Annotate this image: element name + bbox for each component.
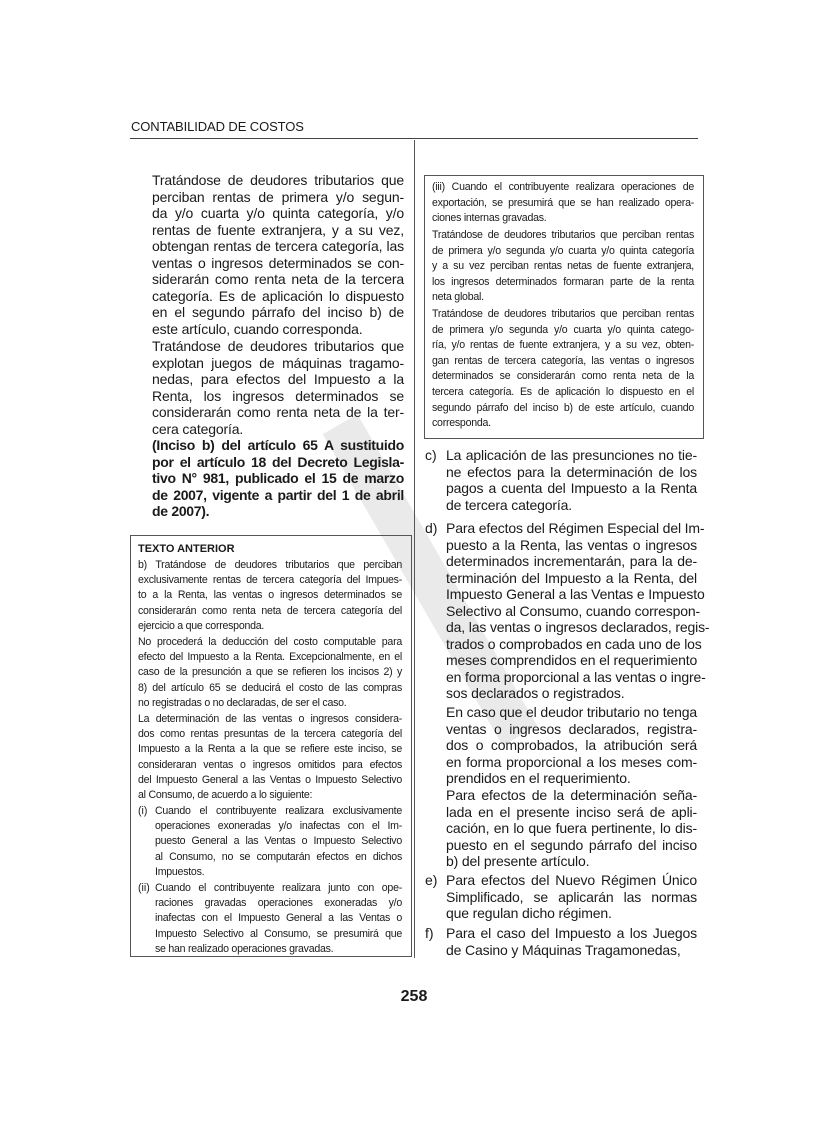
text-line: ventas o ingresos determinados se con-: [152, 254, 404, 271]
text-line: Tratándose de deudores tributarios que perciban rentas: [432, 229, 694, 241]
text-line: b) Tratándose de deudores tributarios que perciban: [138, 559, 402, 571]
text-line: determinados incrementarán, para la de-: [446, 553, 697, 569]
text-line: exclusivamente rentas de tercera categoría del Impues-: [138, 574, 402, 587]
text-line: da, las ventas o ingresos declarados, regis-: [446, 619, 710, 635]
text-line: de Casino y Máquinas Tragamonedas,: [446, 941, 681, 958]
box-paragraph-5: [432, 307, 694, 432]
item-f-label: f): [425, 925, 434, 941]
text-line: de 2007).: [152, 503, 210, 519]
running-header: CONTABILIDAD DE COSTOS: [131, 119, 304, 134]
box-paragraph-4: [432, 228, 694, 306]
page-number: 258: [400, 988, 428, 1005]
text-line: to a la Renta, las ventas o ingresos determinados se: [138, 589, 402, 602]
text-line: Tratándose de deudores tributarios que: [152, 172, 404, 188]
text-line: ne efectos para la determinación de los: [446, 463, 697, 480]
text-line: Impuesto General a las Ventas e Impuesto: [446, 586, 705, 602]
text-line: exportación, se presumirá que se han realizado opera-: [432, 196, 694, 209]
text-line: lada en el presente inciso será de apli-: [446, 803, 697, 820]
text-line: Impuestos.: [155, 865, 205, 878]
left-paragraph-1: [152, 172, 404, 337]
text-line: ría, y/o rentas de fuente extranjera, y a su vez, obten-: [432, 339, 694, 352]
text-line: En caso que el deudor tributario no tenga: [446, 704, 697, 720]
item-d-paragraph-2: [446, 704, 697, 787]
text-line: efecto del Impuesto a la Renta. Excepcionalmente, en el: [138, 651, 402, 664]
text-line: este artículo, cuando corresponda.: [152, 320, 363, 337]
text-line: siderarán como renta neta de la tercera: [152, 271, 404, 287]
text-line: raciones gravadas operaciones exoneradas y/o: [155, 897, 402, 910]
previous-text-title: TEXTO ANTERIOR: [138, 543, 235, 555]
item-ii-label: (ii): [138, 882, 150, 894]
header-rule: [130, 138, 698, 139]
text-line: en forma proporcional a las ventas o ingre-: [446, 668, 706, 685]
text-line: operaciones exoneradas y/o inafectas con el Im-: [155, 820, 402, 833]
text-line: consideraran ventas o ingresos omitidos para efectos: [138, 758, 402, 771]
text-line: 8) del artículo 65 se deducirá el costo de las compras: [138, 681, 402, 694]
text-line: ventas o ingresos declarados, registra-: [446, 720, 697, 737]
text-line: de primera y/o segunda y/o cuarta y/o quinta catego-: [432, 323, 694, 336]
text-line: Impuesto a la Renta a la que se refiere este inciso, se: [138, 743, 402, 756]
box-paragraph-1: [138, 558, 402, 634]
box-item-ii: [155, 881, 402, 957]
text-line: Cuando el contribuyente realizara exclusivamente: [155, 805, 402, 817]
text-line: trados o comprobados en cada uno de los: [446, 635, 702, 652]
text-line: Para efectos del Régimen Especial del Im-: [446, 520, 705, 536]
text-line: rentas de fuente extranjera, y a su vez,: [152, 221, 404, 238]
text-line: y a su vez perciban rentas netas de fuente extranjera,: [432, 260, 694, 273]
text-line: sos declarados o registrados.: [446, 685, 625, 701]
text-line: en forma proporcional a los meses com-: [446, 753, 697, 770]
text-line: caso de la presunción a que se refieren los incisos 2) y: [138, 666, 402, 679]
text-line: determinados se considerarán como renta neta de la: [432, 370, 694, 383]
box-paragraph-3: [138, 712, 402, 803]
text-line: explotan juegos de máquinas tragamo-: [152, 354, 404, 371]
text-line: de 2007, vigente a partir del 1 de abril: [152, 486, 404, 503]
text-line: Para efectos de la determinación seña-: [446, 787, 697, 803]
text-line: prendidos en el requerimiento.: [446, 770, 631, 786]
text-line: pagos a cuenta del Impuesto a la Renta: [446, 480, 697, 496]
text-line: Renta, los ingresos determinados se: [152, 387, 404, 404]
item-d: [446, 520, 710, 702]
text-line: categoría. Es de aplicación lo dispuesto: [152, 287, 404, 304]
text-line: perciban rentas de primera y/o segun-: [152, 188, 404, 205]
text-line: gan rentas de tercera categoría, las ventas o ingresos: [432, 354, 694, 367]
text-line: Para efectos del Nuevo Régimen Único: [446, 872, 697, 888]
item-e: [446, 872, 697, 922]
box-item-iii: [432, 180, 694, 227]
text-line: ciones internas gravadas.: [432, 212, 547, 225]
item-d-paragraph-3: [446, 787, 697, 870]
text-line: nedas, para efectos del Impuesto a la: [152, 371, 404, 387]
text-line: terminación del Impuesto a la Renta, del: [446, 569, 697, 586]
text-line: ejercicio a que corresponda.: [138, 619, 265, 632]
text-line: Impuesto Selectivo al Consumo, se presumirá que: [155, 927, 402, 940]
text-line: Simplificado, se aplicarán las normas: [446, 888, 697, 905]
text-line: puesto a la Renta, las ventas o ingresos: [446, 536, 697, 553]
item-c-label: c): [425, 447, 437, 463]
text-line: al Consumo, no se computarán efectos en dichos: [155, 850, 402, 863]
text-line: al Consumo, de acuerdo a lo siguiente:: [138, 789, 313, 802]
box-item-i: [155, 804, 402, 880]
text-line: Tratándose de deudores tributarios que: [152, 338, 404, 354]
text-line: tivo N° 981, publicado el 15 de marzo: [152, 470, 404, 486]
text-line: La aplicación de las presunciones no tie-: [446, 447, 697, 463]
text-line: de tercera categoría.: [446, 496, 573, 513]
text-line: da y/o cuarta y/o quinta categoría, y/o: [152, 205, 404, 221]
text-line: considerarán como renta neta de la ter-: [152, 404, 404, 420]
text-line: (iii) Cuando el contribuyente realizara operaciones de: [432, 181, 694, 193]
text-line: Selectivo al Consumo, cuando correspon-: [446, 602, 701, 619]
text-line: que regulan dicho régimen.: [446, 905, 612, 921]
text-line: b) del presente artículo.: [446, 853, 590, 869]
text-line: dos como rentas presuntas de la tercera categoría del: [138, 728, 402, 741]
text-line: se han realizado operaciones gravadas.: [155, 942, 334, 955]
amendment-note: [152, 437, 404, 520]
text-line: por el artículo 18 del Decreto Legisla-: [152, 453, 404, 470]
column-divider: [414, 140, 415, 958]
text-line: (Inciso b) del artículo 65 A sustituido: [152, 437, 404, 453]
text-line: No procederá la deducción del costo computable para: [138, 636, 402, 648]
text-line: Cuando el contribuyente realizara junto con ope-: [155, 882, 402, 894]
item-f: [446, 925, 697, 958]
text-line: considerarán como renta neta de tercera categoría del: [138, 604, 402, 617]
text-line: en el segundo párrafo del inciso b) de: [152, 304, 404, 320]
text-line: los ingresos determinados formaran parte de la renta: [432, 275, 694, 288]
item-i-label: (i): [138, 805, 148, 817]
text-line: del Impuesto General a las Ventas o Impuesto Selectivo: [138, 773, 402, 786]
text-line: cera categoría.: [152, 420, 244, 437]
item-d-label: d): [425, 520, 438, 536]
text-line: no registradas o no declaradas, de ser el caso.: [138, 696, 347, 709]
text-line: obtengan rentas de tercera categoría, las: [152, 238, 404, 254]
text-line: meses comprendidos en el requerimiento: [446, 652, 698, 668]
text-line: cación, en lo que fuera pertinente, lo dis-: [446, 820, 697, 836]
text-line: Para el caso del Impuesto a los Juegos: [446, 925, 697, 941]
text-line: tercera categoría. Es de aplicación lo dispuesto en el: [432, 385, 694, 398]
text-line: puesto General a las Ventas o Impuesto Selectivo: [155, 835, 402, 848]
text-line: Tratándose de deudores tributarios que perciban rentas: [432, 308, 694, 320]
text-line: de primera y/o segunda y/o cuarta y/o quinta categoría: [432, 244, 694, 257]
text-line: segundo párrafo del inciso b) de este artículo, cuando: [432, 401, 694, 414]
text-line: inafectas con el Impuesto General a las Ventas o: [155, 912, 402, 925]
text-line: La determinación de las ventas o ingresos considera-: [138, 713, 402, 725]
text-line: puesto en el segundo párrafo del inciso: [446, 836, 697, 853]
box-paragraph-2: [138, 635, 402, 711]
text-line: corresponda.: [432, 417, 491, 430]
text-line: neta global.: [432, 291, 484, 304]
text-line: dos o comprobados, la atribución será: [446, 737, 697, 753]
item-c: [446, 447, 697, 513]
left-paragraph-2: [152, 338, 404, 437]
item-e-label: e): [425, 872, 438, 888]
